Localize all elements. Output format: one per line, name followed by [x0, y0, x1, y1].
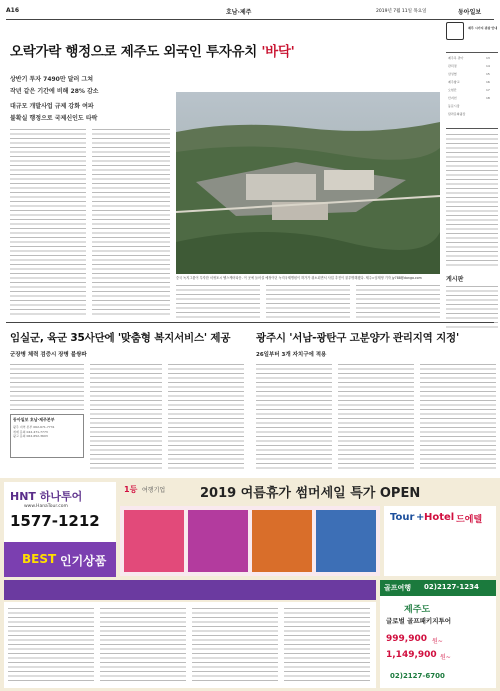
package-list[interactable] [4, 602, 376, 688]
article-body-col2 [92, 127, 170, 317]
aerial-photo [176, 92, 440, 274]
article2-col2 [90, 362, 162, 472]
sidebar-item: 관덕정 [448, 64, 457, 68]
article3-col1 [256, 362, 332, 472]
page-number: A16 [6, 7, 19, 14]
golf-region: 제주도 [404, 605, 431, 615]
sidebar-item: 탐라문화광장 [448, 112, 466, 116]
contact-row: 취재 문의 042-471-7773 [13, 429, 48, 434]
price-2: 1,149,900 [386, 650, 437, 660]
article-body-col1 [10, 127, 86, 317]
subhead-1: 상반기 투자 7490만 달러 그쳐 [10, 76, 94, 83]
sidebar-value: 16 [486, 80, 490, 84]
sidebar-value: 15 [486, 72, 490, 76]
contact-row: 광고 문의 062-652-3603 [13, 434, 48, 439]
section-divider [6, 322, 494, 323]
hanatour-panel [4, 482, 116, 577]
page-header [6, 4, 494, 20]
article2-lead: 군장병 체력 검증시 장병 불쌍파 [10, 352, 87, 358]
best-banner[interactable]: BEST 인기상품 [4, 542, 116, 577]
article-body-col4 [266, 283, 350, 319]
promo-grid[interactable] [120, 506, 380, 576]
subhead-2: 작년 같은 기간에 비해 28% 감소 [10, 88, 99, 95]
sidebar-item: 제주목 관아 [448, 56, 464, 60]
sidebar-item: 오현단 [448, 88, 457, 92]
price-1: 999,900 [386, 634, 427, 644]
sidebar-body [446, 132, 498, 268]
sidebar-item: 삼성혈 [448, 72, 457, 76]
golf-phone: 02)2127-1234 [424, 583, 479, 591]
summer-banner: 1등 여행기업 2019 여름휴가 썸머세일 특가 OPEN [124, 485, 421, 501]
sidebar-logo [446, 22, 464, 40]
notice-title: 게시판 [446, 276, 464, 283]
article3-lead: 26일부터 3개 자치구에 적용 [256, 352, 327, 358]
subhead-3: 대규모 개발사업 규제 강화 여파 [10, 103, 94, 110]
main-headline: 오락가락 행정으로 제주도 외국인 투자유치 '바닥' [10, 44, 295, 60]
sidebar-item: 산지천 [448, 96, 457, 100]
paper-logo: 동아일보 [458, 9, 482, 16]
hanatour-logo: HNT 하나투어 [10, 490, 83, 503]
subhead-4: 불확실 행정으로 국제신인도 타락 [10, 115, 98, 122]
article3-headline: 광주시 '서남-광탄구 고분양가 관리지역 지정' [256, 332, 459, 344]
sidebar-value: 18 [486, 96, 490, 100]
golf-panel[interactable]: 골프여행 02)2127-1234 제주도 글로벌 골프패키지투어 999,900 원~ 1,149,900 원~ 02)2127-6700 [380, 580, 496, 688]
sidebar-value: 17 [486, 88, 490, 92]
article3-col3 [420, 362, 496, 472]
article-body-col3 [176, 283, 260, 319]
region-tabs[interactable] [4, 580, 376, 600]
sidebar-item: 동문시장 [448, 104, 460, 108]
sidebar-title: 제주 시가지 관광 안내 [468, 26, 498, 30]
golf-package: 글로벌 골프패키지투어 [386, 617, 452, 625]
article-body-col5 [356, 283, 440, 319]
issue-date: 2019년 7월 11일 목요일 [376, 9, 427, 14]
section-name: 호남·제주 [226, 9, 252, 16]
sidebar-value: 14 [486, 64, 490, 68]
golf-title: 골프여행 [384, 584, 412, 592]
hanatour-url: www.HanaTour.com [24, 504, 68, 509]
sidebar [446, 20, 498, 327]
hanatour-phone[interactable]: 1577-1212 [10, 512, 100, 530]
contact-title: 동아일보 호남·제주본부 [13, 417, 55, 422]
tour-hotel-panel[interactable]: Tour + Hotel 드에텔 [384, 506, 496, 576]
photo-caption: 중국 녹지그룹이 투자한 서귀포시 헬스케어타운. 이 곳에 들어설 예정이던 녹지국제병원이 허가가 취소되면서 사업 추진이 불투명해졌다. 제주=임재영 기자 jy788@donga.com [176, 276, 422, 280]
article2-col3 [168, 362, 244, 472]
article3-col2 [338, 362, 414, 472]
article2-col1 [10, 362, 84, 410]
sidebar-value: 13 [486, 56, 490, 60]
advertisement [0, 478, 500, 691]
sidebar-item: 제주향교 [448, 80, 460, 84]
article2-headline: 임실군, 육군 35사단에 '맞춤형 복지서비스' 제공 [10, 332, 231, 344]
contact-row: 광주 지역 본부 062-671-7731 [13, 425, 55, 429]
contact-box [10, 414, 84, 458]
package-phone: 02)2127-6700 [390, 672, 445, 680]
